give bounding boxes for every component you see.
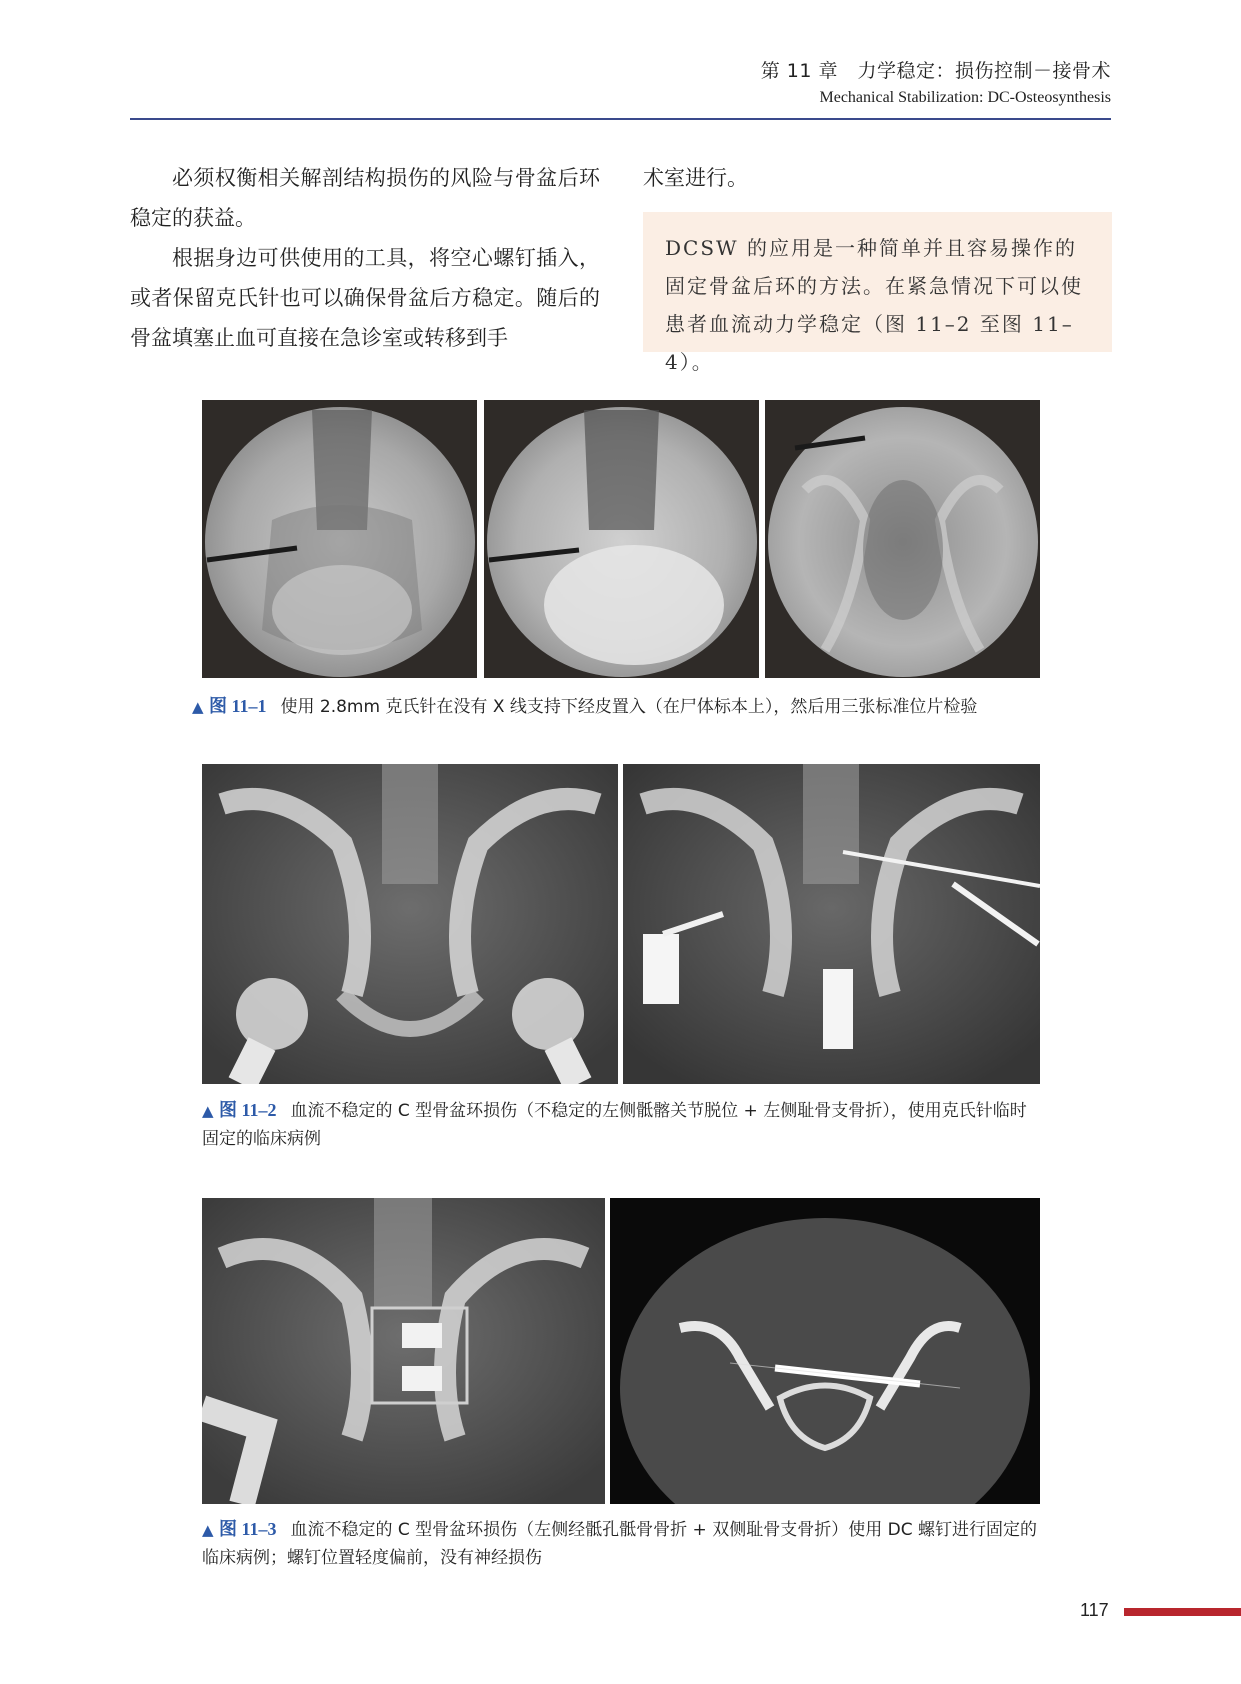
figure-label: 图 11–3 bbox=[218, 1519, 277, 1539]
page-accent-bar bbox=[1124, 1608, 1241, 1616]
figure-11-3-panel-a bbox=[202, 1198, 605, 1504]
page-number: 117 bbox=[1080, 1600, 1109, 1620]
figure-11-2-panel-a bbox=[202, 764, 618, 1084]
figure-caption-text: 血流不稳定的 C 型骨盆环损伤（不稳定的左侧骶髂关节脱位 + 左侧耻骨支骨折），使用克氏针临时固定的临床病例 bbox=[202, 1101, 1027, 1149]
header-divider bbox=[130, 118, 1111, 120]
figure-caption-text: 血流不稳定的 C 型骨盆环损伤（左侧经骶孔骶骨骨折 + 双侧耻骨支骨折）使用 DC 螺钉进行固定的临床病例；螺钉位置轻度偏前，没有神经损伤 bbox=[202, 1520, 1037, 1568]
body-text-right bbox=[643, 158, 1111, 198]
figure-11-1-panel-b bbox=[484, 400, 759, 678]
chapter-title-cn: 第 11 章 力学稳定：损伤控制－接骨术 bbox=[760, 60, 1111, 82]
figure-11-2-caption bbox=[202, 1096, 1042, 1153]
figure-11-3-caption bbox=[202, 1515, 1042, 1572]
triangle-marker-icon: ▲ bbox=[202, 1521, 214, 1539]
body-paragraph-2: 根据身边可供使用的工具，将空心螺钉插入，或者保留克氏针也可以确保骨盆后方稳定。随后的骨盆填塞止血可直接在急诊室或转移到手 bbox=[130, 246, 600, 350]
figure-11-1-panel-a bbox=[202, 400, 477, 678]
figure-11-1-caption bbox=[192, 692, 1112, 721]
figure-label: 图 11–1 bbox=[208, 696, 267, 716]
figure-11-1-panel-c bbox=[765, 400, 1040, 678]
figure-11-2-panel-b bbox=[623, 764, 1040, 1084]
running-header bbox=[761, 56, 1111, 107]
triangle-marker-icon: ▲ bbox=[202, 1102, 214, 1120]
body-text-left bbox=[130, 158, 600, 358]
figure-11-3-panel-b bbox=[610, 1198, 1040, 1504]
triangle-marker-icon: ▲ bbox=[192, 698, 204, 716]
figure-label: 图 11–2 bbox=[218, 1100, 277, 1120]
chapter-title-en: Mechanical Stabilization: DC-Osteosynthesis bbox=[819, 89, 1111, 106]
body-paragraph-3: 术室进行。 bbox=[643, 166, 748, 190]
body-paragraph-1: 必须权衡相关解剖结构损伤的风险与骨盆后环稳定的获益。 bbox=[130, 166, 600, 230]
figure-caption-text: 使用 2.8mm 克氏针在没有 X 线支持下经皮置入（在尸体标本上），然后用三张标准位片检验 bbox=[280, 697, 978, 717]
key-point-callout: DCSW 的应用是一种简单并且容易操作的固定骨盆后环的方法。在紧急情况下可以使患者血流动力学稳定（图 11–2 至图 11–4）。 bbox=[643, 212, 1112, 352]
